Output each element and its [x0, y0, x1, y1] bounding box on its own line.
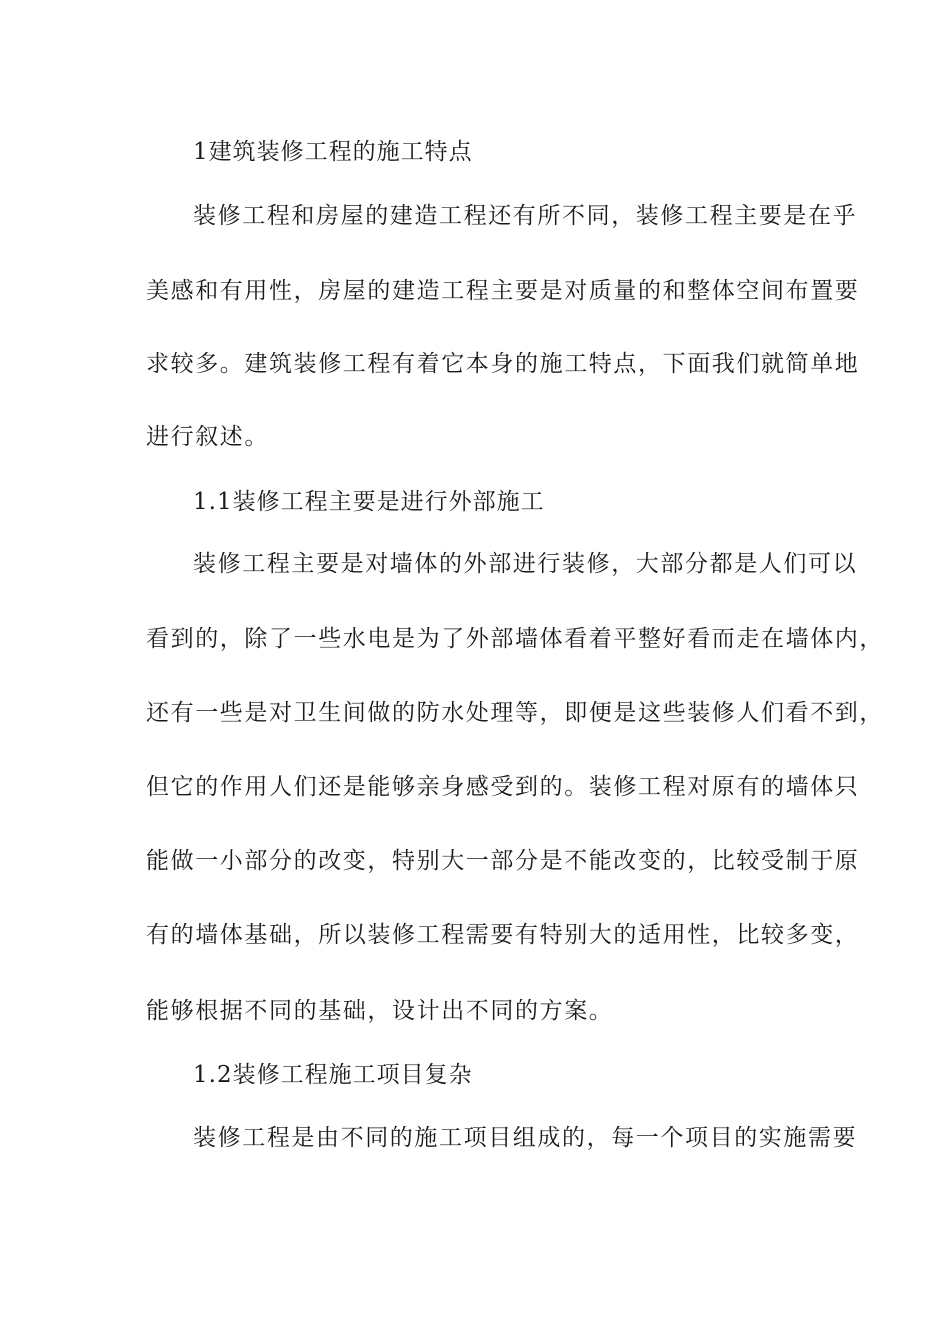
paragraph-line: 进行叙述。	[146, 424, 269, 450]
paragraph-line: 但它的作用人们还是能够亲身感受到的。装修工程对原有的墙体只	[146, 774, 860, 800]
paragraph-line: 能够根据不同的基础，设计出不同的方案。	[146, 998, 614, 1024]
paragraph-line: 能做一小部分的改变，特别大一部分是不能改变的，比较受制于原	[146, 848, 860, 874]
paragraph-line: 装修工程主要是对墙体的外部进行装修，大部分都是人们可以	[193, 551, 858, 577]
paragraph-line: 求较多。建筑装修工程有着它本身的施工特点，下面我们就简单地	[146, 351, 860, 377]
paragraph-line: 装修工程和房屋的建造工程还有所不同，装修工程主要是在乎	[193, 203, 858, 229]
paragraph-line: 装修工程是由不同的施工项目组成的，每一个项目的实施需要	[193, 1125, 858, 1151]
paragraph-line: 还有一些是对卫生间做的防水处理等，即便是这些装修人们看不到，	[146, 700, 884, 726]
paragraph-line: 有的墙体基础，所以装修工程需要有特别大的适用性，比较多变，	[146, 922, 860, 948]
section-heading-1-2: 1.2装修工程施工项目复杂	[193, 1062, 473, 1088]
paragraph-line: 看到的，除了一些水电是为了外部墙体看着平整好看而走在墙体内，	[146, 626, 884, 652]
section-heading-1-1: 1.1装修工程主要是进行外部施工	[193, 489, 545, 515]
section-heading-1: 1建筑装修工程的施工特点	[193, 139, 473, 165]
paragraph-line: 美感和有用性，房屋的建造工程主要是对质量的和整体空间布置要	[146, 278, 860, 304]
